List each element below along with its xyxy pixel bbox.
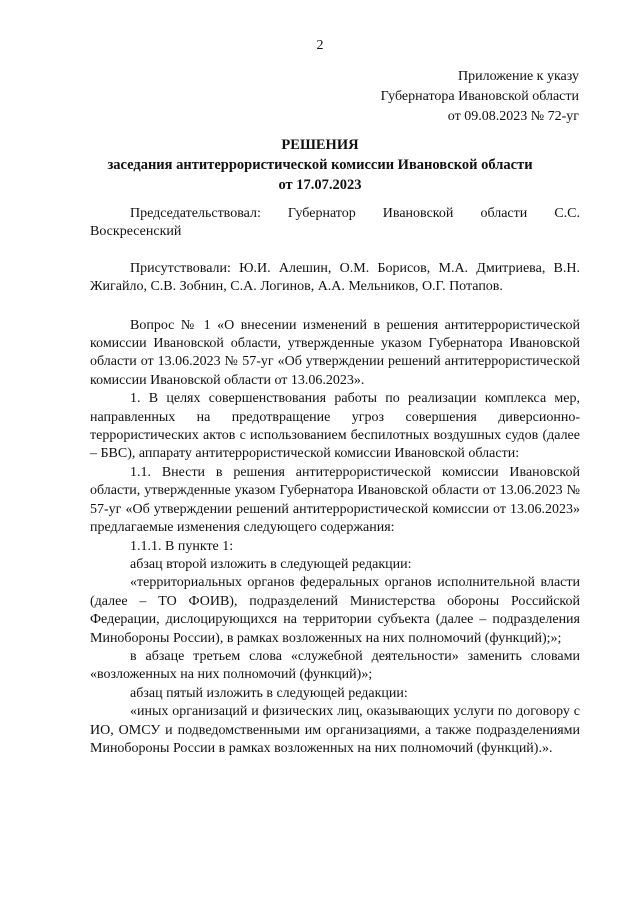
paragraph-third-instruction: в абзаце третьем слова «служебной деятельности» заменить словами «возложенных на них полномочий (функций)»; xyxy=(90,648,580,683)
item-1-1-paragraph: 1.1. Внести в решения антитеррористической комиссии Ивановской области, утвержденные указом Губернатора Ивановской области от 13.06.2023 № 57-уг «Об утверждении решений антитеррористической комиссии от 13.06.2023» предлагаемые изменения следующего содержания: xyxy=(90,464,580,536)
appendix-line-3: от 09.08.2023 № 72-уг xyxy=(447,109,579,124)
title-line-2: заседания антитеррористической комиссии Ивановской области xyxy=(107,157,533,173)
document-body xyxy=(90,205,580,758)
appendix-note xyxy=(381,67,579,127)
item-1-1-1-paragraph: 1.1.1. В пункте 1: xyxy=(130,538,234,554)
paragraph-fifth-instruction: абзац пятый изложить в следующей редакции: xyxy=(130,685,408,701)
appendix-line-1: Приложение к указу xyxy=(458,69,579,84)
paragraph-second-text: «территориальных органов федеральных органов исполнительной власти (далее – ТО ФОИВ), подразделений Министерства обороны Российской Федерации, дислоцирующихся на территории субъекта (далее – подразделения Минобороны России), в рамках возложенных на них полномочий (функций);»; xyxy=(90,575,580,646)
title-heading: РЕШЕНИЯ xyxy=(281,137,359,153)
item-1-paragraph: 1. В целях совершенствования работы по реализации комплекса мер, направленных на предотвращение угроз совершения диверсионно-террористических актов с использованием беспилотных воздушных судов (далее – БВС), аппарату антитеррористической комиссии Ивановской области: xyxy=(90,391,580,462)
question-paragraph: Вопрос № 1 «О внесении изменений в решения антитеррористической комиссии Ивановской области, утвержденные указом Губернатора Ивановской области от 13.06.2023 № 57-уг «Об утверждении решений антитеррористической комиссии Ивановской области от 13.06.2023». xyxy=(90,317,580,388)
paragraph-fifth-text: «иных организаций и физических лиц, оказывающих услуги по договору с ИО, ОМСУ и подведомственными им организациями, а также подразделениями Минобороны России в рамках возложенных на них полномочий (функций).». xyxy=(90,704,580,756)
chairman-paragraph: Председательствовал: Губернатор Ивановской области С.С. Воскресенский xyxy=(90,206,580,240)
appendix-line-2: Губернатора Ивановской области xyxy=(380,89,579,104)
attendees-paragraph: Присутствовали: Ю.И. Алешин, О.М. Борисов, М.А. Дмитриева, В.Н. Жигайло, С.В. Зобнин, С.А. Логинов, А.А. Мельников, О.Г. Потапов. xyxy=(90,260,580,295)
title-line-3: от 17.07.2023 xyxy=(278,177,362,193)
paragraph-second-instruction: абзац второй изложить в следующей редакции: xyxy=(130,556,412,572)
page-number: 2 xyxy=(316,38,324,53)
document-title xyxy=(0,135,640,195)
